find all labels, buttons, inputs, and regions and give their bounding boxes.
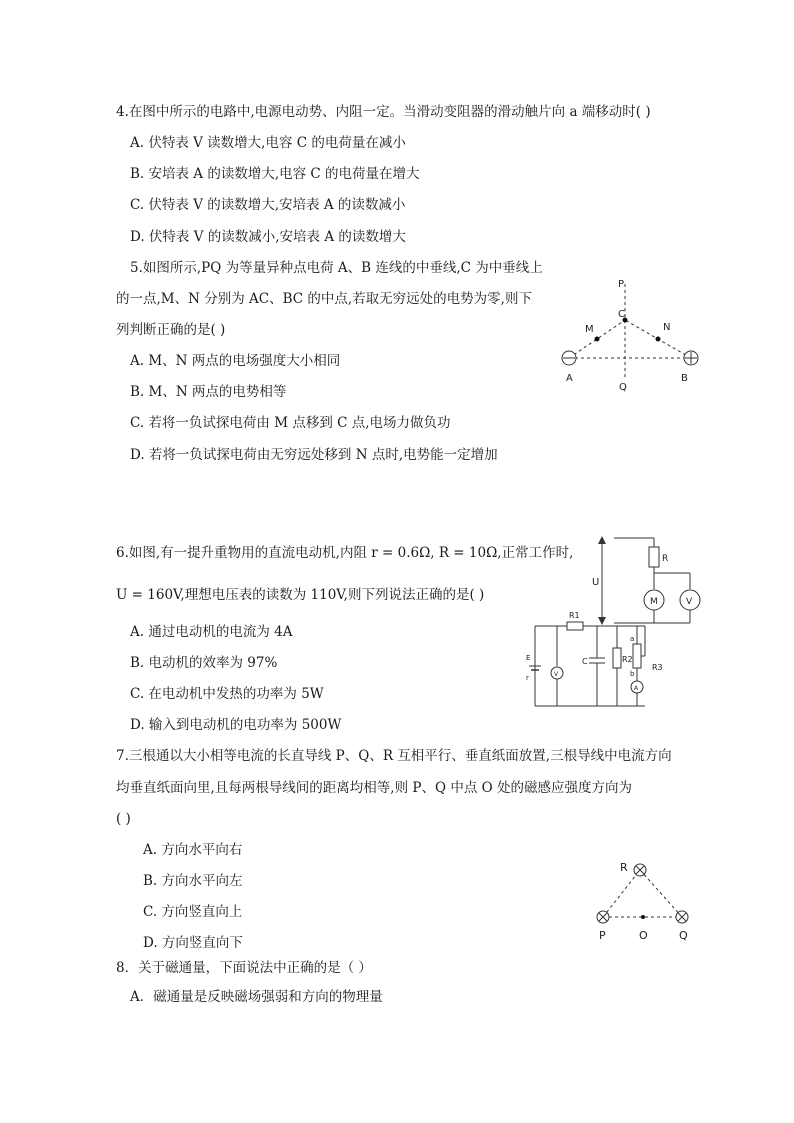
label-n: N	[663, 322, 671, 333]
label-c: C	[618, 309, 625, 320]
q6-stem-line-1: 6.如图,有一提升重物用的直流电动机,内阻 r = 0.6Ω, R = 10Ω,正常工作时,	[116, 545, 574, 561]
label-v: V	[554, 671, 559, 678]
label-r: R	[620, 861, 628, 874]
label-u: U	[592, 577, 600, 588]
resistor-r3	[633, 644, 641, 668]
q7-stem-line-2: 均垂直纸面向里,且每两根导线间的距离均相等,则 P、Q 中点 O 处的磁感应强度方向为	[116, 780, 632, 796]
q7-stem-line-3: ( )	[116, 811, 131, 827]
q8-stem: 8．关于磁通量，下面说法中正确的是（ ）	[116, 960, 372, 976]
label-e: E	[526, 654, 531, 662]
q4-circuit-diagram	[527, 608, 677, 710]
wire-r-into-page-icon	[634, 864, 646, 876]
q5-option-c: C. 若将一负试探电荷由 M 点移到 C 点,电场力做负功	[130, 415, 451, 431]
q4-option-d: D. 伏特表 V 的读数减小,安培表 A 的读数增大	[130, 229, 406, 245]
q4-stem: 4.在图中所示的电路中,电源电动势、内阻一定。当滑动变阻器的滑动触片向 a 端移动时( )	[116, 104, 651, 120]
q4-option-b: B. 安培表 A 的读数增大,电容 C 的电荷量在增大	[130, 166, 420, 182]
q6-option-d: D. 输入到电动机的电功率为 500W	[130, 717, 342, 733]
q7-option-c: C. 方向竖直向上	[143, 904, 243, 920]
q6-option-b: B. 电动机的效率为 97%	[130, 655, 278, 671]
label-o: O	[639, 929, 648, 942]
q4-option-a: A. 伏特表 V 读数增大,电容 C 的电荷量在减小	[130, 135, 406, 151]
wire-p-into-page-icon	[597, 911, 609, 923]
label-b: b	[630, 670, 635, 678]
label-q: Q	[679, 929, 688, 942]
label-r3: R3	[652, 663, 663, 672]
q5-option-d: D. 若将一负试探电荷由无穷远处移到 N 点时,电势能一定增加	[130, 447, 498, 463]
label-p: P	[599, 929, 606, 942]
label-a: A	[566, 373, 573, 384]
label-b: B	[681, 373, 688, 384]
q5-charge-diagram	[555, 272, 715, 402]
label-a: a	[630, 635, 635, 643]
q6-option-c: C. 在电动机中发热的功率为 5W	[130, 686, 324, 702]
q7-option-a: A. 方向水平向右	[143, 842, 243, 858]
q7-option-d: D. 方向竖直向下	[143, 935, 243, 951]
wire-q-into-page-icon	[676, 911, 688, 923]
q7-wires-diagram	[590, 855, 705, 945]
q7-stem-line-1: 7.三根通以大小相等电流的长直导线 P、Q、R 互相平行、垂直纸面放置,三根导线中电流方向	[116, 748, 672, 764]
q4-option-c: C. 伏特表 V 的读数增大,安培表 A 的读数减小	[130, 197, 406, 213]
label-c: C	[582, 657, 588, 666]
q5-stem-line-1: 5.如图所示,PQ 为等量异种点电荷 A、B 连线的中垂线,C 为中垂线上	[130, 260, 543, 276]
label-ammeter: A	[634, 685, 639, 692]
q5-stem-line-3: 列判断正确的是( )	[116, 322, 226, 338]
resistor-r	[649, 547, 659, 567]
q6-stem-line-2: U = 160V,理想电压表的读数为 110V,则下列说法正确的是( )	[116, 587, 485, 603]
label-v: V	[686, 597, 693, 607]
label-r-internal: r	[526, 674, 529, 682]
resistor-r1	[567, 622, 583, 630]
q6-option-a: A. 通过电动机的电流为 4A	[130, 624, 293, 640]
label-r1: R1	[569, 611, 580, 620]
q5-option-a: A. M、N 两点的电场强度大小相同	[130, 353, 341, 369]
label-m: M	[585, 324, 594, 335]
q8-option-a: A．磁通量是反映磁场强弱和方向的物理量	[130, 989, 383, 1005]
q5-option-b: B. M、N 两点的电势相等	[130, 384, 287, 400]
label-m: M	[650, 597, 658, 607]
label-q: Q	[619, 382, 627, 393]
label-r2: R2	[622, 655, 633, 664]
label-r: R	[662, 554, 669, 564]
q7-option-b: B. 方向水平向左	[143, 873, 243, 889]
q5-stem-line-2: 的一点,M、N 分别为 AC、BC 的中点,若取无穷远处的电势为零,则下	[116, 291, 532, 307]
resistor-r2	[613, 648, 621, 668]
label-p: P	[618, 279, 625, 290]
